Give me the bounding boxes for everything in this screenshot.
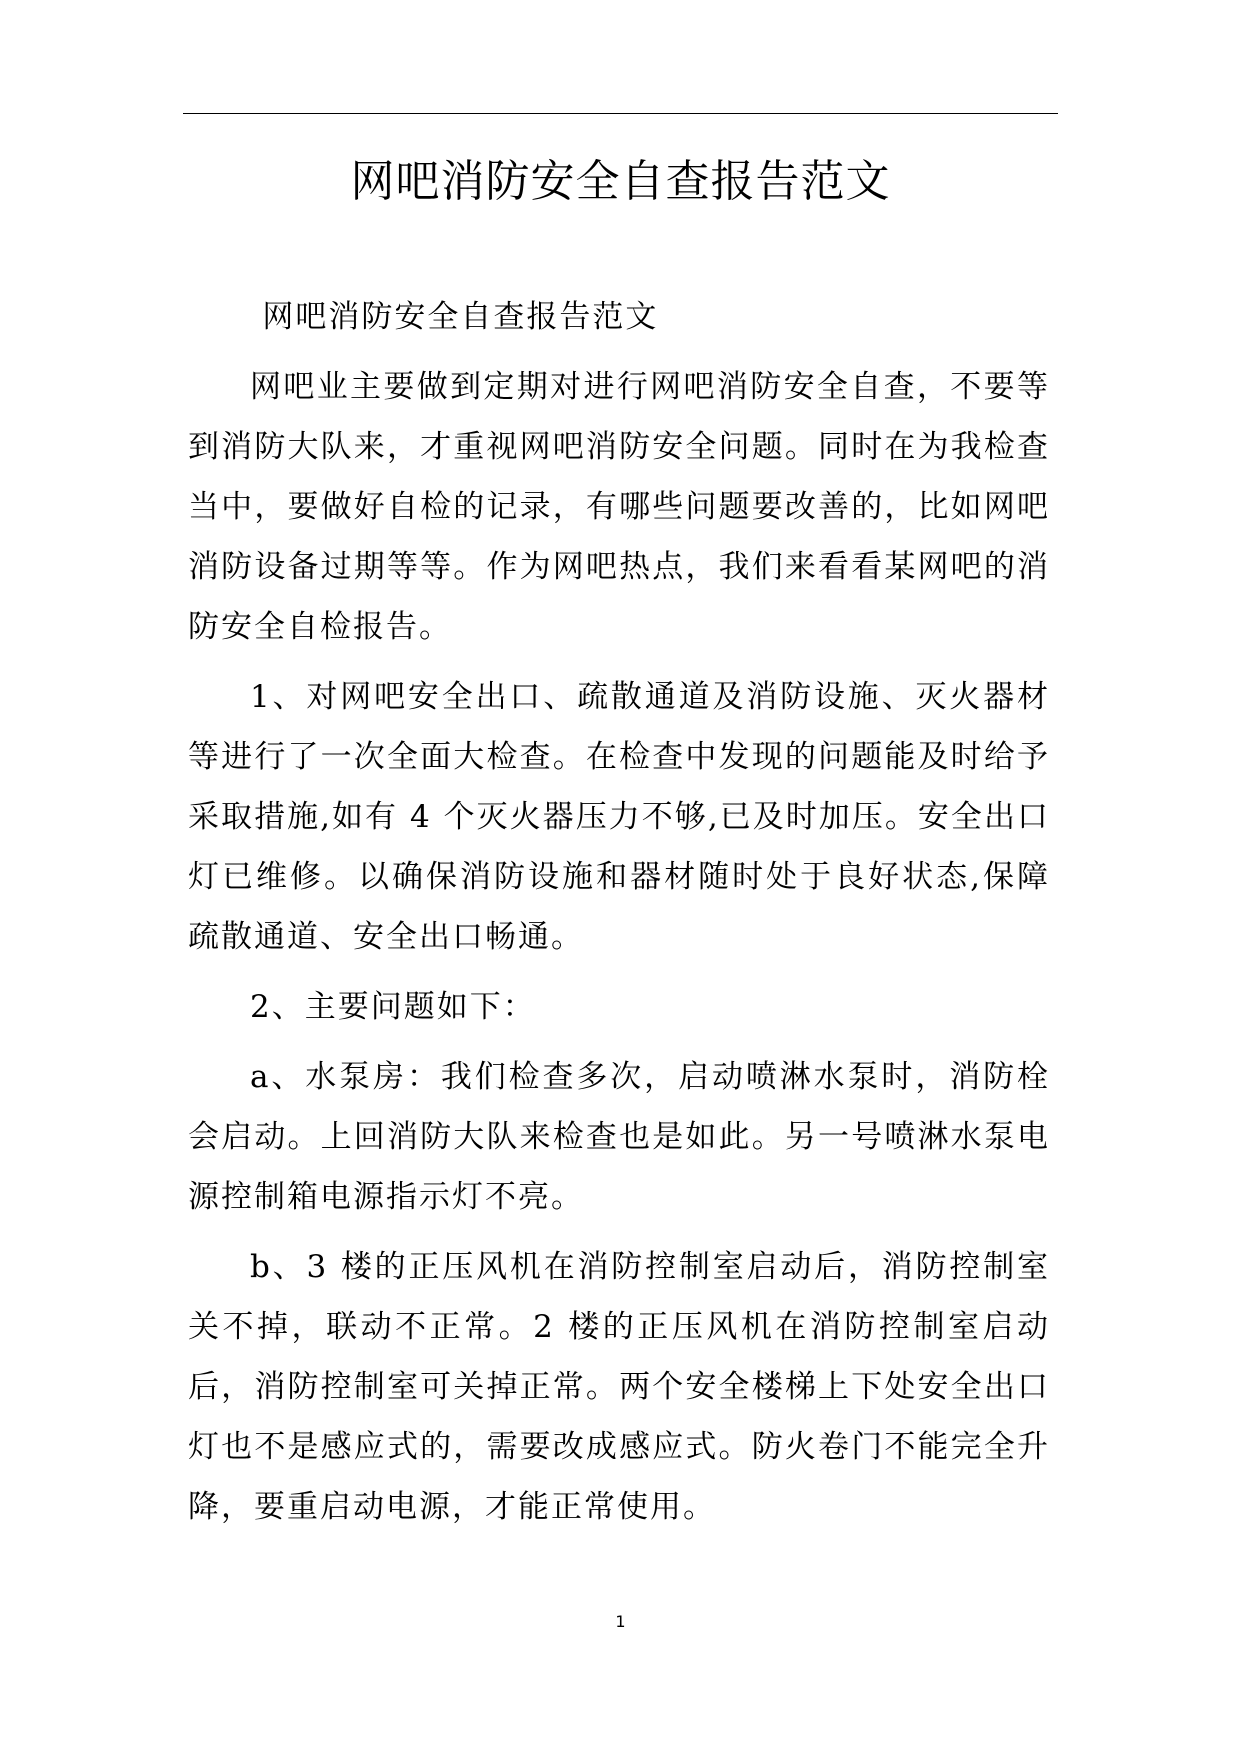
document-body — [188, 287, 1050, 1547]
header-rule — [183, 113, 1058, 114]
document-title: 网吧消防安全自查报告范文 — [350, 156, 891, 207]
paragraph-item-b: b、3 楼的正压风机在消防控制室启动后，消防控制室关不掉，联动不正常。2 楼的正压风机在消防控制室启动后，消防控制室可关掉正常。两个安全楼梯上下处安全出口灯也不是感应式的，需要改成感应式。防火卷门不能完全升降，要重启动电源，才能正常使用。 — [188, 1249, 1050, 1525]
paragraph-item-a: a、水泵房：我们检查多次，启动喷淋水泵时，消防栓会启动。上回消防大队来检查也是如此。另一号喷淋水泵电源控制箱电源指示灯不亮。 — [188, 1059, 1050, 1215]
paragraph-intro: 网吧业主要做到定期对进行网吧消防安全自查，不要等到消防大队来，才重视网吧消防安全问题。同时在为我检查当中，要做好自检的记录，有哪些问题要改善的，比如网吧消防设备过期等等。作为网吧热点，我们来看看某网吧的消防安全自检报告。 — [188, 369, 1050, 645]
page-number: 1 — [615, 1612, 626, 1631]
paragraph-item-2: 2、主要问题如下： — [250, 989, 536, 1025]
paragraph-item-1: 1、对网吧安全出口、疏散通道及消防设施、灭火器材等进行了一次全面大检查。在检查中发现的问题能及时给予采取措施,如有 4 个灭火器压力不够,已及时加压。安全出口灯已维修。以确保消防设施和器材随时处于良好状态,保障疏散通道、安全出口畅通。 — [188, 679, 1050, 955]
body-subtitle: 网吧消防安全自查报告范文 — [262, 299, 659, 335]
